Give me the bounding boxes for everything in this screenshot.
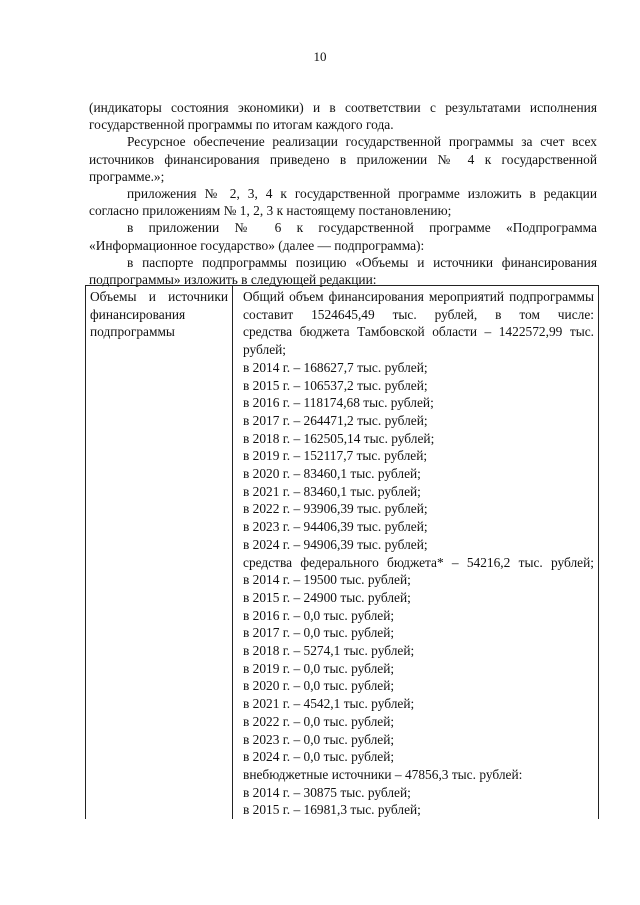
paragraph-passport: в паспорте подпрограммы позицию «Объемы и источники финансирования подпрограммы» изложить в следующей редакции: [89,254,597,288]
list-item: в 2023 г. – 0,0 тыс. рублей; [243,731,395,747]
list-item: в 2016 г. – 0,0 тыс. рублей; [243,607,395,623]
list-item: в 2024 г. – 0,0 тыс. рублей; [243,749,395,765]
passport-table [85,285,599,819]
funding-label: Объемы и источники финансирования подпрограммы [90,289,228,340]
federal-years-list [243,571,594,766]
list-item: в 2017 г. – 264471,2 тыс. рублей; [243,412,428,428]
list-item: в 2020 г. – 0,0 тыс. рублей; [243,678,395,694]
list-item: в 2020 г. – 83460,1 тыс. рублей; [243,466,421,482]
document-body [89,99,597,288]
funding-label-cell [86,286,233,820]
list-item: в 2014 г. – 30875 тыс. рублей; [243,784,411,800]
list-item: в 2024 г. – 94906,39 тыс. рублей; [243,536,428,552]
list-item: в 2014 г. – 168627,7 тыс. рублей; [243,359,428,375]
regional-budget-header: средства бюджета Тамбовской области – 1422572,99 тыс. рублей; [243,324,594,358]
list-item: в 2019 г. – 0,0 тыс. рублей; [243,660,395,676]
list-item: в 2016 г. – 118174,68 тыс. рублей; [243,395,434,411]
list-item: в 2015 г. – 16981,3 тыс. рублей; [243,802,421,818]
table-row [86,286,599,820]
list-item: в 2022 г. – 0,0 тыс. рублей; [243,713,395,729]
list-item: в 2015 г. – 24900 тыс. рублей; [243,589,411,605]
list-item: в 2022 г. – 93906,39 тыс. рублей; [243,501,428,517]
list-item: в 2023 г. – 94406,39 тыс. рублей; [243,519,428,535]
list-item: в 2014 г. – 19500 тыс. рублей; [243,572,411,588]
list-item: в 2018 г. – 5274,1 тыс. рублей; [243,643,415,659]
list-item: в 2021 г. – 4542,1 тыс. рублей; [243,696,415,712]
regional-years-list [243,359,594,554]
paragraph-appendix-6: в приложении № 6 к государственной программе «Подпрограмма «Информационное государство» (далее — подпрограмма): [89,220,597,253]
page-number: 10 [313,49,327,64]
list-item: в 2017 г. – 0,0 тыс. рублей; [243,625,395,641]
paragraph-resource-support: Ресурсное обеспечение реализации государственной программы за счет всех источников финансирования приведено в приложении № 4 к государственной программе.»; [89,134,597,184]
total-funding-intro: Общий объем финансирования мероприятий подпрограммы составит 1524645,49 тыс. рублей, в том числе: [243,289,594,322]
paragraph-appendices: приложения № 2, 3, 4 к государственной программе изложить в редакции согласно приложениям № 1, 2, 3 к настоящему постановлению; [89,186,597,219]
funding-details-cell [233,286,599,820]
federal-budget-header: средства федерального бюджета* – 54216,2 тыс. рублей; [243,554,594,570]
list-item: в 2019 г. – 152117,7 тыс. рублей; [243,448,428,464]
extrabudget-years-list [243,784,594,819]
paragraph-indicators: (индикаторы состояния экономики) и в соответствии с результатами исполнения государственной программы по итогам каждого года. [89,100,597,133]
list-item: в 2015 г. – 106537,2 тыс. рублей; [243,377,428,393]
list-item: в 2021 г. – 83460,1 тыс. рублей; [243,483,421,499]
list-item: в 2018 г. – 162505,14 тыс. рублей; [243,430,435,446]
extrabudget-header: внебюджетные источники – 47856,3 тыс. рублей: [243,766,523,782]
